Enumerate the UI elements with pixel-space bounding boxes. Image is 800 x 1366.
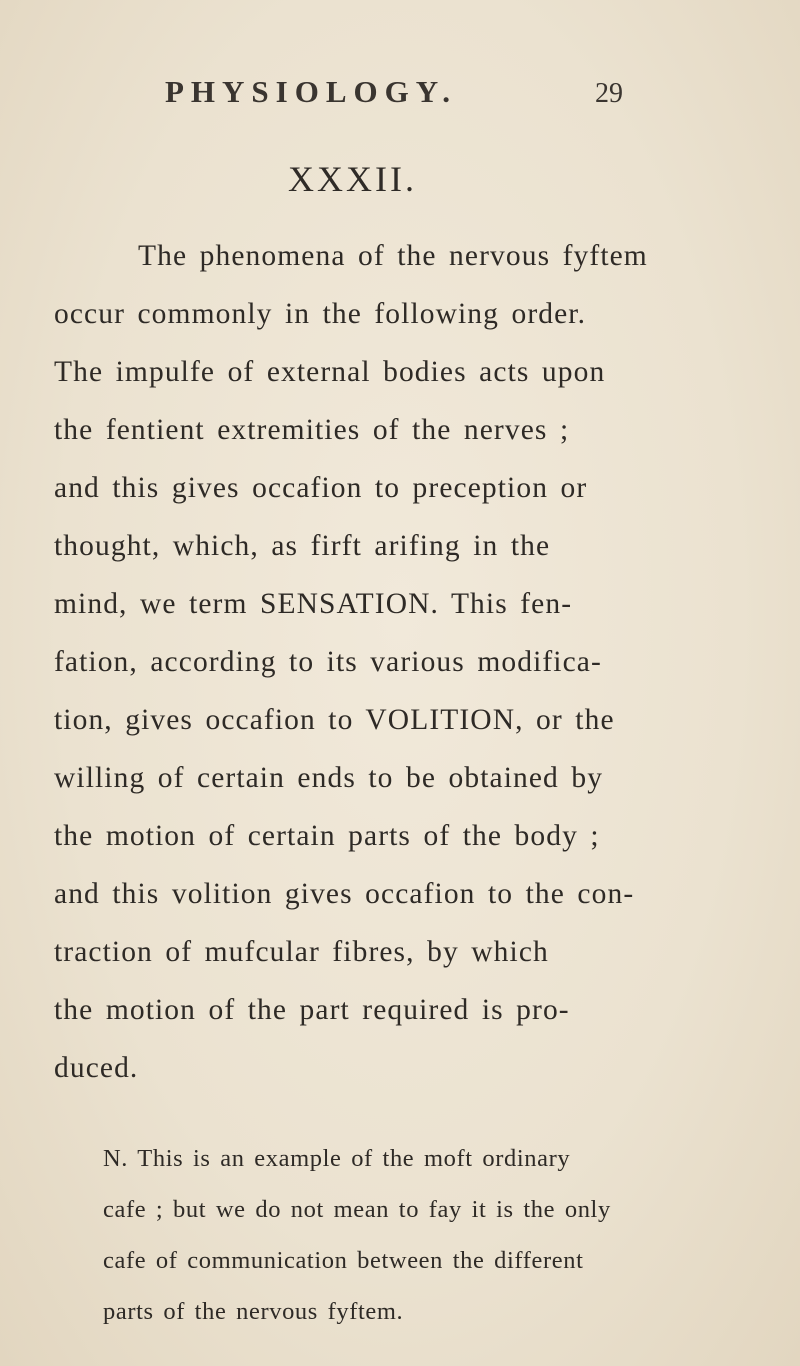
text-line: the motion of the part required is pro-	[54, 994, 570, 1026]
note-line: N. This is an example of the moft ordinary	[103, 1145, 571, 1172]
text-line: duced.	[54, 1052, 139, 1084]
text-line: The impulfe of external bodies acts upon	[54, 356, 606, 388]
text-line: willing of certain ends to be obtained by	[54, 762, 604, 794]
text-line: The phenomena of the nervous fyftem	[138, 240, 648, 272]
page-number: 29	[595, 78, 623, 109]
text-line: and this volition gives occafion to the con-	[54, 878, 635, 910]
section-number: XXXII.	[288, 159, 417, 199]
text-line: tion, gives occafion to VOLITION, or the	[54, 704, 615, 736]
running-head	[165, 74, 685, 118]
note-line: cafe ; but we do not mean to fay it is the only	[103, 1196, 611, 1223]
text-line: occur commonly in the following order.	[54, 298, 587, 330]
text-line: thought, which, as firft arifing in the	[54, 530, 551, 562]
text-line: the fentient extremities of the nerves ;	[54, 414, 570, 446]
text-line: mind, we term SENSATION. This fen-	[54, 588, 573, 620]
text-line: the motion of certain parts of the body ;	[54, 820, 600, 852]
text-line: and this gives occafion to preception or	[54, 472, 588, 504]
note-line: cafe of communication between the different	[103, 1247, 584, 1274]
text-line: fation, according to its various modifica-	[54, 646, 602, 678]
running-title: PHYSIOLOGY.	[165, 74, 458, 109]
note-line: parts of the nervous fyftem.	[103, 1298, 404, 1325]
text-line: traction of mufcular fibres, by which	[54, 936, 549, 968]
